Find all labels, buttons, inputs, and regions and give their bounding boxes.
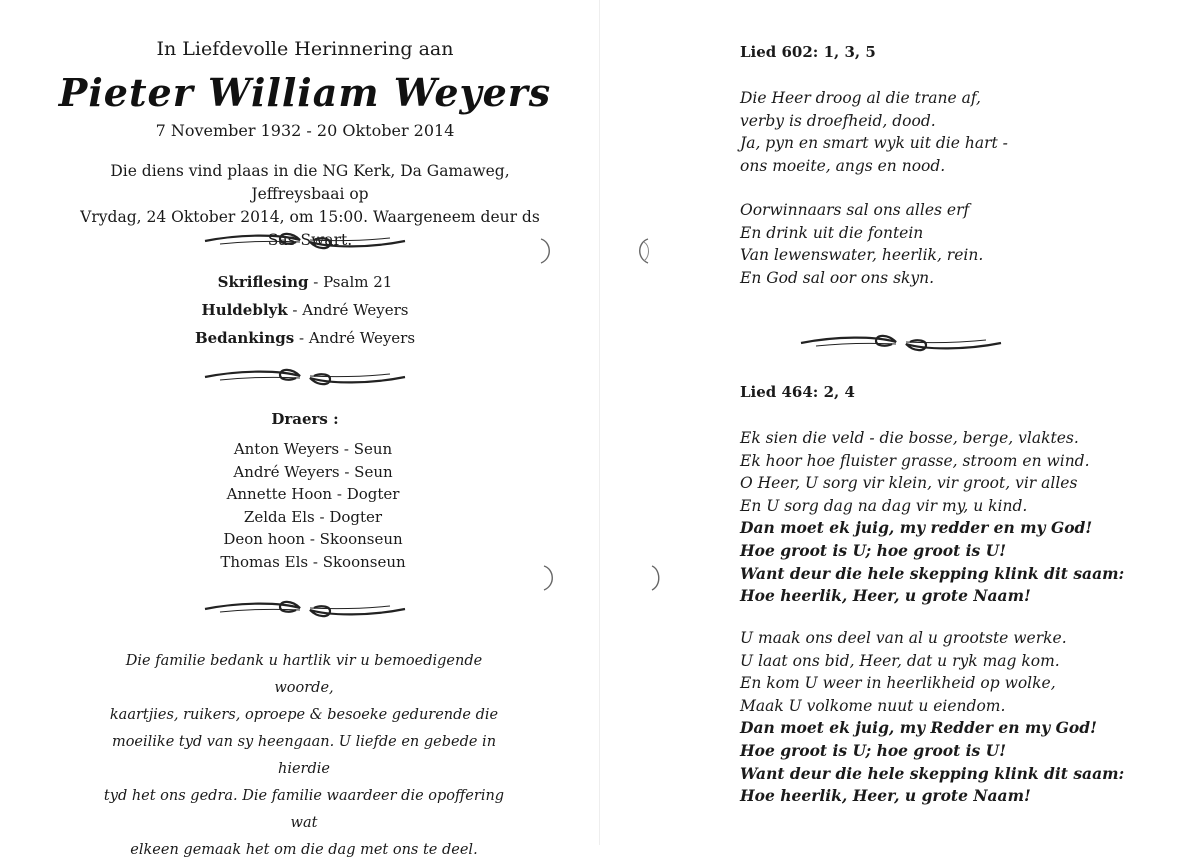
verse-line: U laat ons bid, Heer, dat u ryk mag kom. <box>740 651 1060 670</box>
thanks-line: moeilike tyd van sy heengaan. U liefde en gebede in hierdie <box>111 734 497 777</box>
left-page <box>0 0 600 858</box>
verse-line: verby is droefheid, dood. <box>740 111 936 130</box>
chorus-line: Want deur die hele skepping klink dit saam: <box>740 763 1125 783</box>
thanks-line: tyd het ons gedra. Die familie waardeer die opoffering wat <box>103 788 505 831</box>
program-list <box>0 268 610 352</box>
service-line: Die diens vind plaas in die NG Kerk, Da Gamaweg, Jeffreysbaai op <box>110 162 510 203</box>
program-item <box>0 296 610 324</box>
verse-line: ons moeite, angs en nood. <box>740 156 946 175</box>
bearers-list <box>0 438 626 574</box>
right-page <box>600 0 1200 845</box>
verse-line: Van lewenswater, heerlik, rein. <box>740 246 984 265</box>
bearers-title: Draers : <box>271 410 339 428</box>
chorus-line: Hoe heerlik, Heer, u grote Naam! <box>740 586 1031 606</box>
verse-line: U maak ons deel van al u grootste werke. <box>740 629 1067 647</box>
thanks-message <box>100 648 508 864</box>
verse-line: En U sorg dag na dag vir my, u kind. <box>740 496 1028 515</box>
verse-line: O Heer, U sorg vir klein, vir groot, vir alles <box>740 474 1078 493</box>
verse-line: Ja, pyn en smart wyk uit die hart - <box>740 134 1008 153</box>
punch-hole <box>535 236 557 266</box>
flourish-icon <box>200 596 410 622</box>
hymn-stanza <box>740 427 1124 608</box>
thanks-line: Die familie bedank u hartlik vir u bemoedigende woorde, <box>125 653 483 696</box>
punch-hole <box>538 563 560 593</box>
chorus-line: Hoe groot is U; hoe groot is U! <box>740 740 1007 760</box>
program-item <box>0 268 610 296</box>
hymn-stanza <box>740 627 1124 808</box>
flourish-divider <box>200 364 410 390</box>
flourish-divider <box>796 330 1006 356</box>
program-value: - André Weyers <box>299 329 416 347</box>
hymn-title: Lied 602: 1, 3, 5 <box>740 43 876 61</box>
verse-line: En God sal oor ons skyn. <box>740 268 935 287</box>
program-value: - André Weyers <box>292 301 409 319</box>
hymn-stanza <box>740 199 983 289</box>
intro-heading: In Liefdevolle Herinnering aan <box>156 38 454 60</box>
flourish-icon <box>200 364 410 390</box>
program-item <box>0 324 610 352</box>
program-label: Huldeblyk <box>201 301 288 319</box>
verse-line: Oorwinnaars sal ons alles erf <box>740 201 970 219</box>
thanks-line: elkeen gemaak het om die dag met ons te deel. <box>130 842 478 858</box>
bearer-item: Deon hoon - Skoonseun <box>223 530 403 549</box>
verse-line: Ek hoor hoe fluister grasse, stroom en wind. <box>740 451 1090 470</box>
flourish-icon <box>796 330 1006 356</box>
thanks-line: kaartjies, ruikers, oproepe & besoeke gedurende die <box>109 707 499 723</box>
bearer-item: André Weyers - Seun <box>233 462 393 481</box>
verse-line: En kom U weer in heerlikheid op wolke, <box>740 674 1056 693</box>
chorus-line: Want deur die hele skepping klink dit saam: <box>740 563 1125 583</box>
chorus-line: Hoe groot is U; hoe groot is U! <box>740 540 1007 560</box>
flourish-divider <box>200 596 410 622</box>
punch-hole <box>644 563 666 593</box>
program-label: Skriflesing <box>217 273 309 291</box>
program-value: - Psalm 21 <box>313 273 393 291</box>
bearer-item: Thomas Els - Skoonseun <box>220 552 406 571</box>
bearer-item: Annette Hoon - Dogter <box>226 485 400 504</box>
chorus-line: Dan moet ek juig, my Redder en my God! <box>740 718 1097 738</box>
verse-line: Ek sien die veld - die bosse, berge, vlaktes. <box>740 429 1079 447</box>
flourish-icon <box>200 228 410 254</box>
bearer-item: Zelda Els - Dogter <box>243 507 383 526</box>
chorus-line: Dan moet ek juig, my redder en my God! <box>740 518 1093 538</box>
verse-line: En drink uit die fontein <box>740 223 924 242</box>
service-line: Vrydag, 24 Oktober 2014, om 15:00. Waargeneem deur ds Sas Swart. <box>80 208 540 249</box>
hymn-stanza <box>740 87 1008 177</box>
hymn-title: Lied 464: 2, 4 <box>740 383 855 401</box>
verse-line: Maak U volkome nuut u eiendom. <box>740 696 1006 715</box>
program-label: Bedankings <box>194 329 295 347</box>
verse-line: Die Heer droog al die trane af, <box>740 89 981 107</box>
deceased-name: Pieter William Weyers <box>58 70 552 115</box>
punch-hole <box>632 236 654 266</box>
flourish-divider <box>200 228 410 254</box>
bearer-item: Anton Weyers - Seun <box>233 440 393 458</box>
life-dates: 7 November 1932 - 20 Oktober 2014 <box>155 121 455 140</box>
chorus-line: Hoe heerlik, Heer, u grote Naam! <box>740 786 1031 806</box>
